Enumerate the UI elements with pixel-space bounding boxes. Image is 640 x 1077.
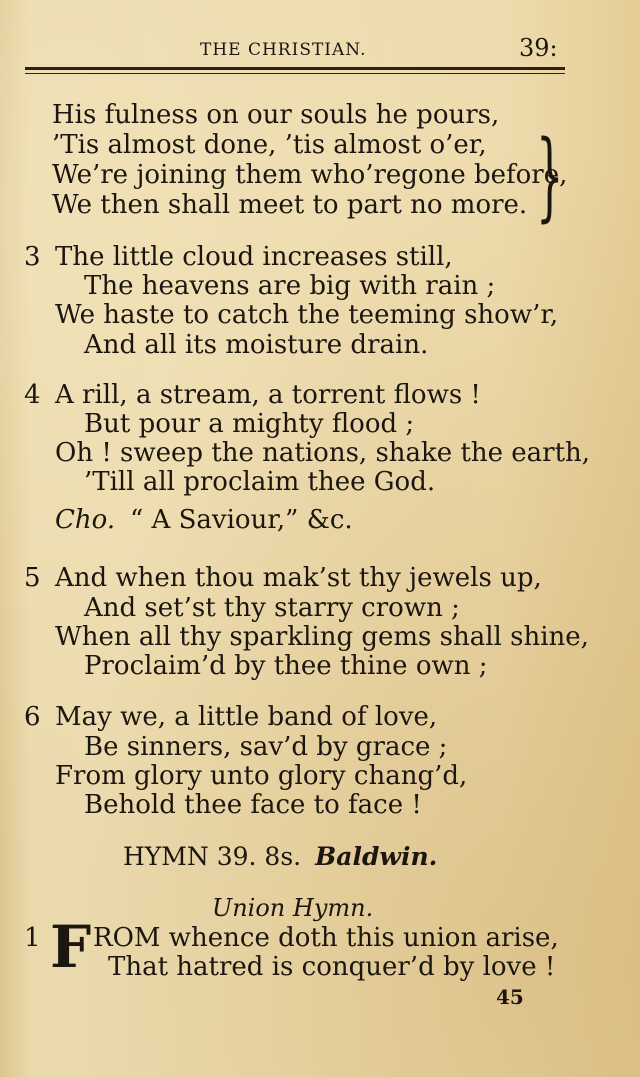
brace-mark: } — [536, 120, 564, 232]
stanza-number: 3 — [24, 242, 41, 272]
verse-line: Be sinners, sav’d by grace ; — [84, 732, 448, 762]
verse-line: From glory unto glory chang’d, — [55, 761, 468, 791]
verse-line: ’Tis almost done, ’tis almost o’er, — [52, 130, 487, 160]
verse-line: ’Till all proclaim thee God. — [84, 467, 436, 497]
verse-line: Proclaim’d by thee thine own ; — [84, 651, 488, 681]
verse-line: That hatred is conquer’d by love ! — [108, 952, 556, 982]
verse-line: His fulness on our souls he pours, — [52, 100, 500, 130]
chorus-text: “ A Saviour,” &c. — [130, 505, 353, 535]
verse-line: And all its moisture drain. — [84, 330, 429, 360]
stanza-number: 6 — [24, 702, 41, 732]
signature-mark: 45 — [496, 985, 524, 1009]
verse-line: May we, a little band of love, — [55, 702, 438, 732]
chorus-label: Cho. — [55, 505, 116, 535]
drop-cap: F — [50, 913, 92, 981]
verse-line: And set’st thy starry crown ; — [84, 593, 460, 623]
verse-line: The little cloud increases still, — [55, 242, 453, 272]
verse-line: But pour a mighty flood ; — [84, 409, 415, 439]
stanza-number: 1 — [24, 923, 41, 953]
running-header: THE CHRISTIAN. — [200, 40, 367, 60]
header-rule-thick — [25, 67, 565, 70]
header-rule-thin — [25, 73, 565, 74]
verse-line: We then shall meet to part no more. — [52, 190, 528, 220]
hymn-author: Baldwin. — [315, 842, 438, 871]
hymn-title: HYMN 39. 8s. — [123, 842, 302, 871]
verse-line: We haste to catch the teeming show’r, — [55, 300, 559, 330]
verse-line: A rill, a stream, a torrent flows ! — [55, 380, 481, 410]
verse-line: And when thou mak’st thy jewels up, — [55, 563, 542, 593]
stanza-number: 5 — [24, 563, 41, 593]
verse-line: Oh ! sweep the nations, shake the earth, — [55, 438, 591, 468]
hymn-heading — [123, 842, 437, 871]
hymn-subtitle: Union Hymn. — [212, 894, 374, 922]
stanza-number: 4 — [24, 380, 41, 410]
verse-line: The heavens are big with rain ; — [84, 271, 496, 301]
page-number: 39: — [519, 34, 558, 62]
verse-line: When all thy sparkling gems shall shine, — [55, 622, 589, 652]
verse-line: ROM whence doth this union arise, — [93, 923, 559, 953]
verse-line: Behold thee face to face ! — [84, 790, 422, 820]
verse-line: We’re joining them who’regone before, — [52, 160, 568, 190]
